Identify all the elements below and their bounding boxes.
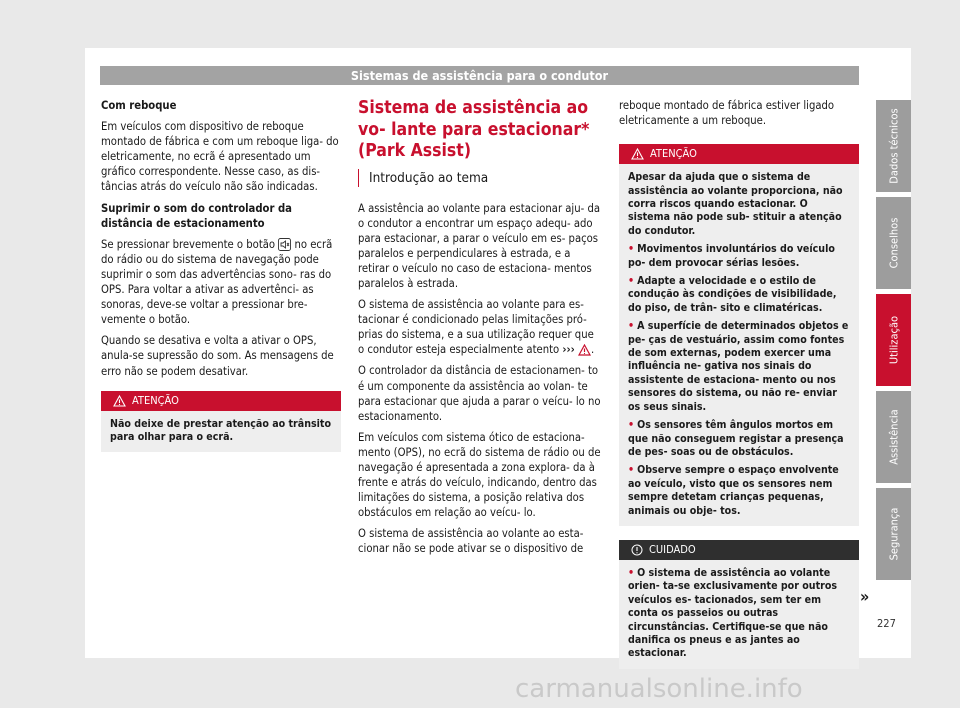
warning-bullet: • Observe sempre o espaço envolvente ao veículo, visto que os sensores nem sempre detetam crianças pequenas, animais ou obje- tos. bbox=[628, 464, 839, 517]
paragraph-limitations: O sistema de assistência ao volante para es- tacionar é condicionado pelas limitações pró- prias do sistema, e a sua utilização requer que o condutor esteja especialmente atento ››› . bbox=[358, 298, 595, 357]
caution-bullet: • O sistema de assistência ao volante orien- ta-se exclusivamente por outros veículos es- tacionados, sem ter em conta os passeios ou outras circunstâncias. Certifique-se que não danifica os pneus e as jantes ao estacionar. bbox=[628, 566, 838, 660]
paragraph-activation: O sistema de assistência ao volante ao esta- cionar não se pode ativar se o dispositivo de bbox=[358, 527, 584, 556]
section-title: Sistema de assistência ao vo- lante para estacionar* (Park Assist) bbox=[358, 98, 590, 161]
warning-bullet: • A superfície de determinados objetos e pe- ças de vestuário, assim como fontes de som externas, podem exercer uma influência ne- gativa nos sinais do assistente de estaciona- mento ou nos sensores do sistema, ou não re- enviar os seus sinais. bbox=[628, 320, 849, 413]
paragraph-ops: Em veículos com sistema ótico de estaciona- mento (OPS), no ecrã do sistema de rádio ou de navegação é apresentada a zona explora- da à frente e atrás do veículo, indicando, dentro das limitações do sistema, a posição relativa dos obstáculos em relação ao veícu- lo. bbox=[358, 430, 601, 520]
page-number: 227 bbox=[877, 617, 896, 630]
warning-box bbox=[619, 144, 859, 526]
paragraph-intro: A assistência ao volante para estacionar aju- da o condutor a encontrar um espaço adequ- ado para estacionar, a parar o veículo em es- paços paralelos e perpendiculares à estrada, e a retirar o veículo no caso de estaciona- mentos paralelos à estrada. bbox=[358, 201, 601, 290]
heading-mute-sound: Suprimir o som do controlador da distância de estacionamento bbox=[101, 201, 292, 230]
cross-reference-arrows[interactable]: ››› bbox=[562, 343, 575, 357]
tab-conselhos[interactable]: Conselhos bbox=[876, 197, 911, 289]
paragraph-towing: Em veículos com dispositivo de reboque montado de fábrica e com um reboque liga- do eletricamente, no ecrã é apresentado um gráfico correspondente. Nesse caso, as dis- tâncias atrás do veículo não são indicadas. bbox=[101, 120, 339, 194]
section-subtitle: Introdução ao tema bbox=[358, 169, 602, 187]
warning-bullet: • Os sensores têm ângulos mortos em que não conseguem registar a presença de pes- soas ou de obstáculos. bbox=[628, 419, 844, 458]
warning-body bbox=[619, 164, 859, 526]
warning-triangle-icon bbox=[631, 148, 644, 160]
column-left bbox=[101, 98, 341, 452]
warning-bullet: • Adapte a velocidade e o estilo de condução às condições de visibilidade, do piso, de trân- sito e climatéricas. bbox=[628, 275, 837, 314]
paragraph-mute: Se pressionar brevemente o botão no ecrã do rádio ou do sistema de navegação pode suprimir o som das advertências sono- ras do OPS. Para voltar a ativar as advertênci- as sonoras, deve-se voltar a pressionar bre- vemente o botão. bbox=[101, 237, 333, 327]
continue-arrow: » bbox=[860, 587, 870, 606]
warning-box bbox=[101, 391, 341, 453]
paragraph-reactivate: Quando se desativa e volta a ativar o OPS, anula-se supressão do som. As mensagens de erro não se podem desativar. bbox=[101, 334, 334, 378]
chapter-header: Sistemas de assistência para o condutor bbox=[100, 66, 859, 85]
caution-box bbox=[619, 540, 859, 669]
tab-utilizacao[interactable]: Utilização bbox=[876, 294, 911, 386]
warning-header: ATENÇÃO bbox=[101, 391, 341, 411]
paragraph-controller: O controlador da distância de estacionamen- to é um componente da assistência ao volan- te para estacionar que ajuda a parar o veícu- lo no estacionamento. bbox=[358, 364, 601, 423]
warning-triangle-icon bbox=[113, 395, 126, 407]
column-middle bbox=[358, 98, 602, 563]
paragraph-continued: reboque montado de fábrica estiver ligado eletricamente a um reboque. bbox=[619, 99, 835, 128]
speaker-mute-icon bbox=[278, 238, 291, 251]
tab-seguranca[interactable]: Segurança bbox=[876, 488, 911, 580]
info-circle-icon bbox=[631, 544, 643, 556]
tab-assistencia[interactable]: Assistência bbox=[876, 391, 911, 483]
warning-intro: Apesar da ajuda que o sistema de assistência ao volante proporciona, não corra riscos quando estacionar. O sistema não pode sub- stituir a atenção do condutor. bbox=[628, 171, 843, 237]
warning-bullet: • Movimentos involuntários do veículo po- dem provocar sérias lesões. bbox=[628, 243, 835, 269]
warning-header: ATENÇÃO bbox=[619, 144, 859, 164]
tab-dados-tecnicos[interactable]: Dados técnicos bbox=[876, 100, 911, 192]
watermark: carmanualsonline.info bbox=[515, 674, 803, 704]
warning-triangle-icon bbox=[578, 344, 591, 356]
heading-towing: Com reboque bbox=[101, 99, 177, 112]
caution-header: CUIDADO bbox=[619, 540, 859, 560]
column-right bbox=[619, 98, 859, 669]
caution-body bbox=[619, 560, 859, 669]
warning-body: Não deixe de prestar atenção ao trânsito para olhar para o ecrã. bbox=[101, 411, 341, 453]
